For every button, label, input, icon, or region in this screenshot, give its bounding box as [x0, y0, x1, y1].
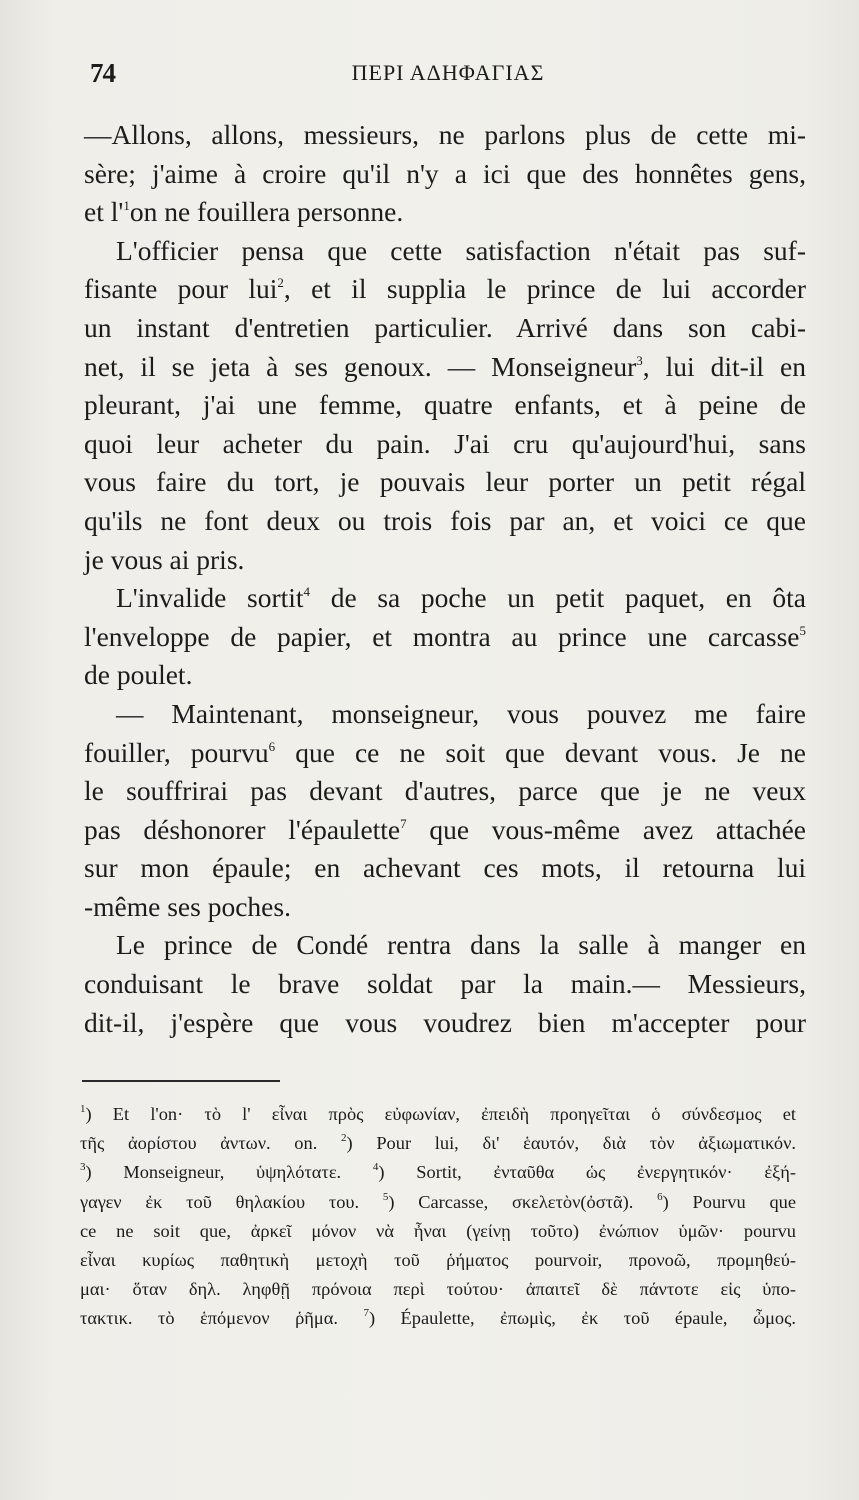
text-line: un instant d'entretien particulier. Arrivé dans son cabi- [84, 311, 806, 343]
text-line: pleurant, j'ai une femme, quatre enfants, et à peine de [84, 389, 806, 421]
text-line: fouiller, pourvu$^6$ que ce ne soit que devant vous. Je ne [84, 736, 806, 768]
text-line: -même ses poches. [84, 890, 291, 922]
footnote-line: $^3$) Monseigneur, ὑψηλότατε. $^4$) Sortit, ἐνταῦθα ὡς ἐνεργητικόν· ἐξή- [80, 1161, 796, 1183]
footnote-line: τακτικ. τὸ ἑπόμενον ῥῆμα. $^7$) Épaulette, ἐπωμὶς, ἐκ τοῦ épaule, ὦμος. [80, 1307, 797, 1329]
text-line: pas déshonorer l'épaulette$^7$ que vous-même avez attachée [84, 813, 806, 845]
footnote-line: τῆς ἀορίστου ἀντων. on. $^2$) Pour lui, δι' ἑαυτόν, διὰ τὸν ἀξιωματικόν. [80, 1132, 796, 1154]
footnotes [80, 1100, 796, 1334]
footnote-mark: 4 [303, 584, 311, 600]
text-line: le souffrirai pas devant d'autres, parce que je ne veux [84, 775, 806, 807]
text-line: vous faire du tort, je pouvais leur porter un petit régal [84, 466, 806, 498]
footnote-line: $^1$) Et l'on· τὸ l' εἶναι πρὸς εὐφωνίαν, ἐπειδὴ προηγεῖται ὁ σύνδεσμος et [80, 1103, 796, 1124]
page-number: 74 [90, 58, 115, 88]
text-line: qu'ils ne font deux ou trois fois par an, et voici ce que [84, 504, 806, 536]
footnote-mark: 6 [268, 738, 276, 754]
text-line: sur mon épaule; en achevant ces mots, il retourna lui [84, 852, 806, 884]
footnote-mark: 3 [636, 352, 643, 368]
footnote-mark: 1 [123, 198, 130, 214]
page-header [88, 58, 808, 94]
footnote-line: μαι· ὅταν δηλ. ληφθῇ πρόνοια περὶ τούτου· ἀπαιτεῖ δὲ πάντοτε εἰς ὑπο- [80, 1279, 796, 1300]
text-line: dit-il, j'espère que vous voudrez bien m'accepter pour [84, 1006, 806, 1038]
footnote-line: γαγεν ἐκ τοῦ θηλακίου του. $^5$) Carcasse, σκελετὸν(ὀστᾶ). $^6$) Pourvu que [80, 1190, 796, 1212]
text-line: et $l'^1on$ ne fouillera personne. [84, 196, 404, 228]
text-line: net, il se jeta à ses genoux. — Monseigneur$^3$, lui dit-il en [84, 350, 806, 382]
footnote-mark: 7 [400, 815, 407, 831]
running-title: ΠΕΡΙ ΑΔΗΦΑΓΙΑΣ [351, 60, 545, 85]
text-line: l'enveloppe de papier, et montra au prince une carcasse$^5$ [84, 620, 806, 652]
footnote-line: ce ne soit que, ἀρκεῖ μόνον νὰ ἦναι (γείνῃ τοῦτο) ἐνώπιον ὑμῶν· pourvu [80, 1220, 796, 1241]
footnote-line: εἶναι κυρίως παθητικὴ μετοχὴ τοῦ ῥήματος pourvoir, προνοῶ, προμηθεύ- [80, 1249, 796, 1270]
footnote-separator [82, 1080, 280, 1082]
body-text [84, 116, 806, 1042]
text-line: je vous ai pris. [84, 543, 245, 575]
footnote-mark: 2 [277, 275, 284, 291]
text-line: fisante pour lui$^2$, et il supplia le prince de lui accorder [84, 273, 806, 305]
text-line: — Maintenant, monseigneur, vous pouvez me faire [116, 697, 806, 729]
text-line: quoi leur acheter du pain. J'ai cru qu'aujourd'hui, sans [84, 427, 806, 459]
text-line: conduisant le brave soldat par la main.— Messieurs, [84, 968, 806, 1000]
text-line: —Allons, allons, messieurs, ne parlons plus de cette mi- [84, 119, 806, 150]
footnote-mark: 5 [799, 622, 806, 638]
text-line: de poulet. [84, 659, 193, 691]
text-line: Le prince de Condé rentra dans la salle à manger en [116, 929, 806, 961]
text-line: sère; j'aime à croire qu'il n'y a ici que des honnêtes gens, [84, 157, 806, 189]
text-line: L'officier pensa que cette satisfaction n'était pas suf- [116, 234, 806, 266]
text-line: L'invalide sortit$^4$ de sa poche un petit paquet, en ôta [116, 582, 806, 614]
